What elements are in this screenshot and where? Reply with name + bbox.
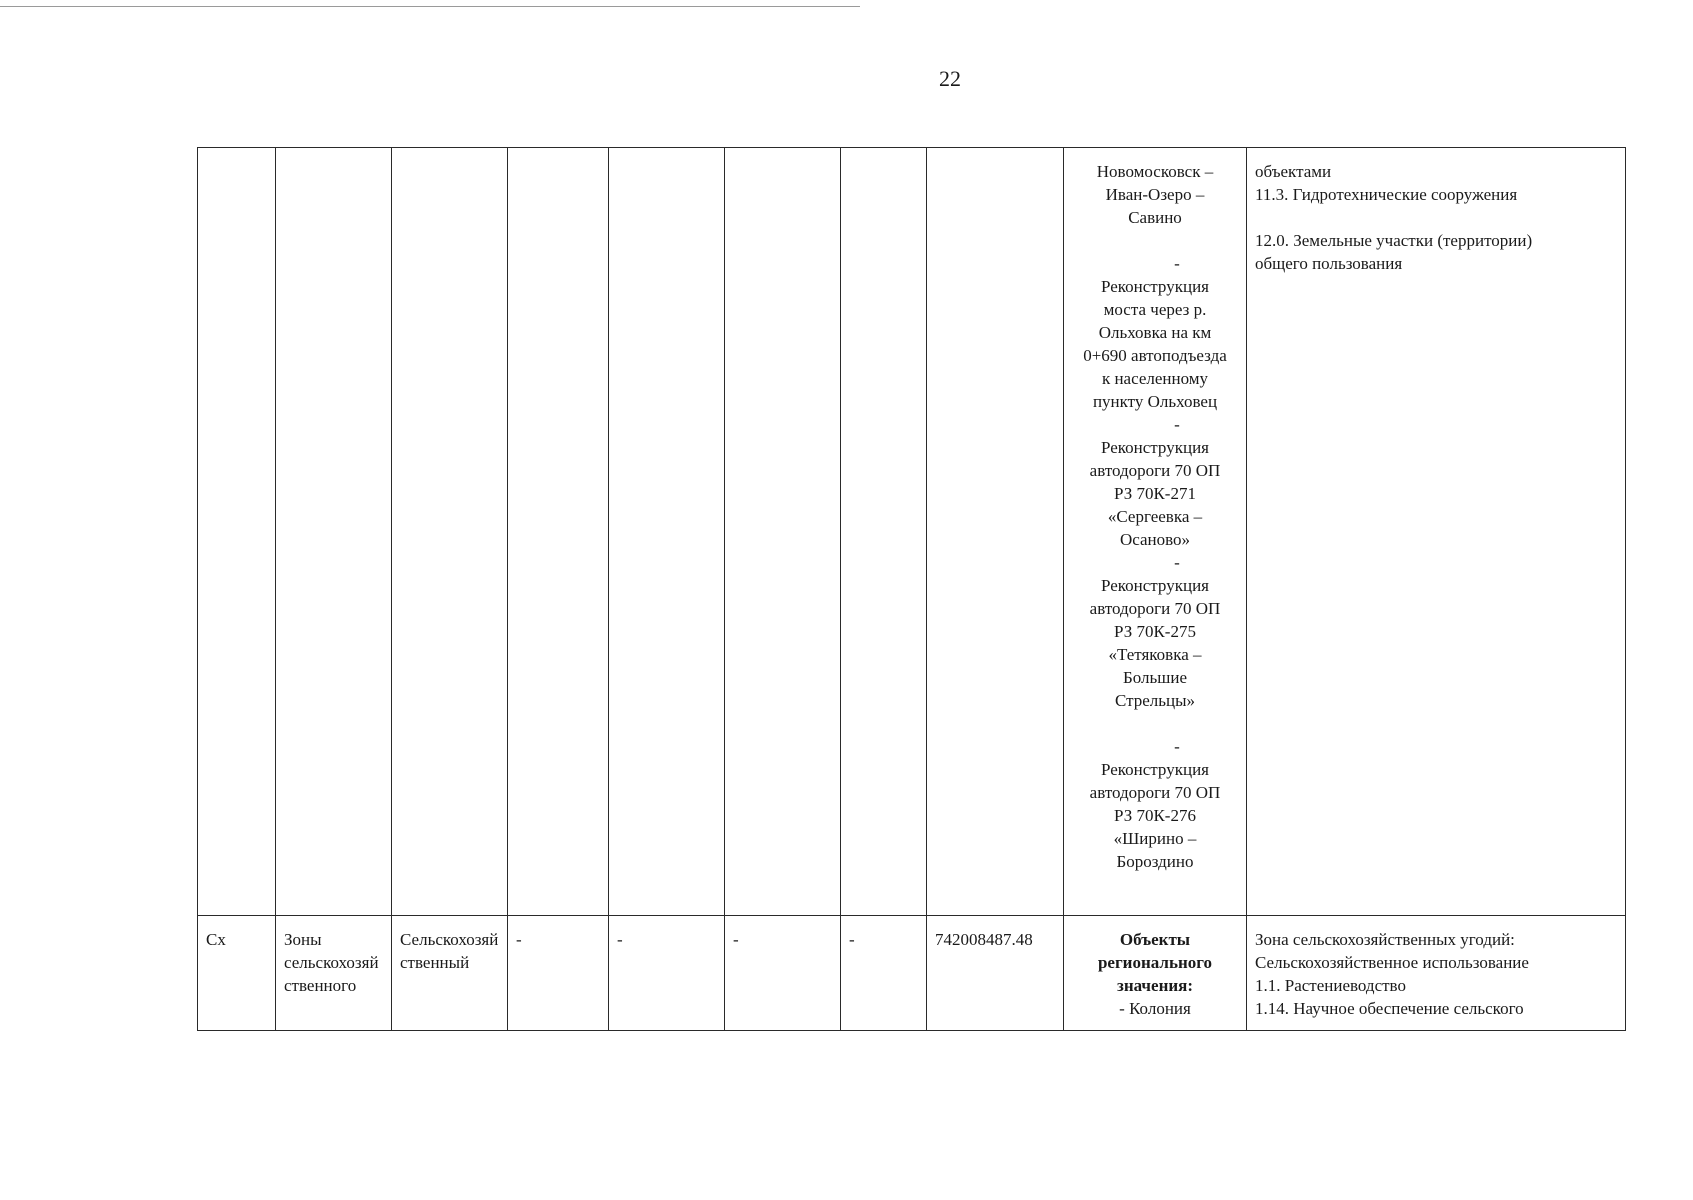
cell-planned-objects	[1064, 148, 1247, 916]
object-line: Осаново»	[1119, 530, 1191, 549]
object-line: моста через р.	[1103, 300, 1207, 319]
cell-empty	[725, 148, 841, 916]
use-line: Сельскохозяйственное использование	[1255, 953, 1529, 972]
cell-empty	[508, 148, 609, 916]
object-line: РЗ 70К-271	[1114, 484, 1196, 503]
cell-col5: -	[609, 916, 725, 1031]
page-number-text: 22	[939, 66, 961, 91]
cell-empty	[609, 148, 725, 916]
objects-heading-line: регионального	[1097, 953, 1213, 972]
object-line: «Тетяковка –	[1108, 645, 1202, 664]
table-row-sx	[198, 916, 1626, 1031]
object-line: Реконструкция	[1100, 277, 1209, 296]
object-line: автодороги 70 ОП	[1089, 461, 1221, 480]
object-dash: -	[1174, 737, 1180, 756]
objects-heading-line: значения:	[1116, 976, 1194, 995]
object-line: РЗ 70К-275	[1114, 622, 1196, 641]
cell-empty	[392, 148, 508, 916]
scan-edge-line	[0, 6, 860, 7]
cell-col7: -	[841, 916, 927, 1031]
cell-planned-objects-sx	[1064, 916, 1247, 1031]
object-line: Ольховка на км	[1098, 323, 1212, 342]
object-line: пункту Ольховец	[1092, 392, 1218, 411]
cell-col6: -	[725, 916, 841, 1031]
object-line: Иван-Озеро –	[1105, 185, 1205, 204]
use-line: 11.3. Гидротехнические сооружения	[1255, 185, 1518, 204]
cell-empty	[841, 148, 927, 916]
object-line: Новомосковск –	[1096, 162, 1214, 181]
cell-area: 742008487.48	[927, 916, 1064, 1031]
cell-empty	[198, 148, 276, 916]
object-line: автодороги 70 ОП	[1089, 783, 1221, 802]
use-line: 12.0. Земельные участки (территории)	[1255, 231, 1533, 250]
object-line: - Колония	[1119, 999, 1191, 1018]
use-line: 1.14. Научное обеспечение сельского	[1255, 999, 1524, 1018]
cell-zone-name: Зоны сельскохозяйственного	[276, 916, 392, 1031]
cell-permitted-uses	[1247, 148, 1626, 916]
object-line: Реконструкция	[1100, 438, 1209, 457]
object-dash: -	[1174, 415, 1180, 434]
object-dash: -	[1174, 553, 1180, 572]
object-line: Бороздино	[1116, 852, 1194, 871]
object-line: Реконструкция	[1100, 576, 1209, 595]
cell-zone-code: Сх	[198, 916, 276, 1031]
object-line: 0+690 автоподъезда	[1083, 346, 1227, 365]
use-line: объектами	[1255, 162, 1332, 181]
object-dash: -	[1174, 254, 1180, 273]
object-line: «Ширино –	[1113, 829, 1197, 848]
object-line: Савино	[1128, 208, 1182, 227]
object-line: Большие	[1122, 668, 1187, 687]
zoning-table	[197, 147, 1626, 1031]
object-line: Стрельцы»	[1114, 691, 1196, 710]
object-line: к населенному	[1101, 369, 1209, 388]
page-number	[0, 66, 1693, 92]
objects-heading-line: Объекты	[1119, 930, 1191, 949]
cell-col4: -	[508, 916, 609, 1031]
use-line: общего пользования	[1255, 254, 1403, 273]
use-line: Зона сельскохозяйственных угодий:	[1255, 930, 1515, 949]
object-line: РЗ 70К-276	[1114, 806, 1196, 825]
cell-empty	[276, 148, 392, 916]
cell-empty	[927, 148, 1064, 916]
object-line: автодороги 70 ОП	[1089, 599, 1221, 618]
table-row-continuation	[198, 148, 1626, 916]
cell-zone-type: Сельскохозяйственный	[392, 916, 508, 1031]
cell-permitted-uses-sx	[1247, 916, 1626, 1031]
object-line: «Сергеевка –	[1107, 507, 1203, 526]
use-line: 1.1. Растениеводство	[1255, 976, 1406, 995]
object-line: Реконструкция	[1100, 760, 1209, 779]
